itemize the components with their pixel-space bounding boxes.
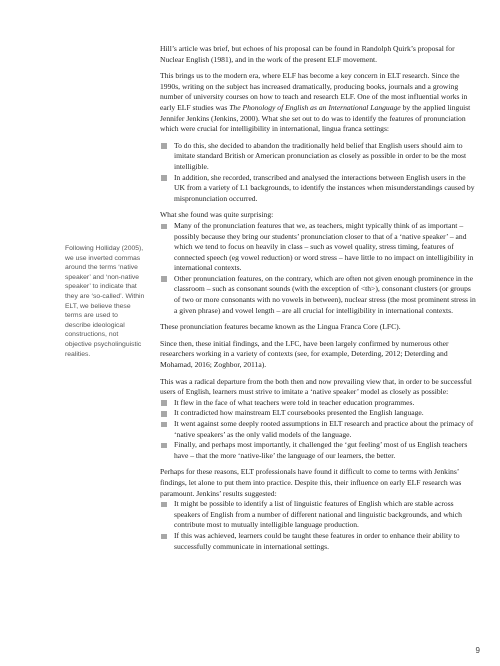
list-item-text: If this was achieved, learners could be taught these features in order to enhance their ability to successfully communicate in international settings.: [174, 530, 460, 551]
list-item-text: Finally, and perhaps most importantly, it challenged the ‘gut feeling’ most of us English teachers have – that the more ‘native-like’ the language of our learners, the better.: [174, 440, 468, 460]
bullet-list-2: [160, 221, 476, 316]
paragraph-1: Hill’s article was brief, but echoes of his proposal can be found in Randolph Quirk’s proposal for Nuclear English (1981), and in the work of the present ELF movement.: [160, 44, 455, 64]
list-item: [160, 419, 476, 440]
square-bullet-icon: [161, 534, 167, 540]
square-bullet-icon: [161, 443, 167, 449]
list-item: [160, 274, 476, 316]
list-item-text: It went against some deeply rooted assumptions in ELT research and practice about the primacy of ‘native speakers’ as the only valid models of the language.: [174, 419, 474, 439]
list-item: [160, 398, 476, 409]
paragraph-5: Since then, these initial findings, and the LFC, have been largely confirmed by numerous other researchers working in a variety of contexts (see, for example, Deterding, 2012; Deterding and Mohamad, 2016; Zoghbor, 2011a).: [160, 338, 449, 370]
list-item: [160, 531, 476, 552]
list-item-text: In addition, she recorded, transcribed and analysed the interactions between English users in the UK from a variety of L1 backgrounds, to identify the instances when misunderstandings caused by mispronunciation occurred.: [174, 172, 475, 203]
list-item: [160, 173, 476, 205]
page-number: 9: [475, 646, 480, 655]
square-bullet-icon: [161, 422, 167, 428]
list-item-text: It might be possible to identify a list of linguistic features of English which are stable across speakers of English from a number of different national and linguistic backgrounds, and which contribute most to mutually intelligible language production.: [174, 499, 462, 530]
list-item-text: Other pronunciation features, on the contrary, which are often not given enough prominence in the classroom – such as consonant sounds (with the exception of <th>), consonant clusters (or groups of two or more consonants with no vowels in between), nuclear stress (the most prominent stress in a given phrase) and vowel length – are all crucial for intelligibility in international contexts.: [174, 273, 476, 315]
square-bullet-icon: [161, 224, 167, 230]
square-bullet-icon: [161, 276, 167, 282]
bullet-list-3: [160, 398, 476, 462]
square-bullet-icon: [161, 143, 167, 149]
list-item-text: To do this, she decided to abandon the traditionally held belief that English users should aim to imitate standard British or American pronunciation as closely as possible in order to be the most intelligible.: [174, 140, 467, 171]
list-item: [160, 408, 476, 419]
list-item: [160, 141, 476, 173]
sidenote: Following Holliday (2005), we use inverted commas around the terms ‘native speaker’ and ‘non-native speaker’ to indicate that they are ‘so-called’. Within ELT, we believe these terms are used to describe ideological constructions, not objective psycholinguistic realities.: [65, 245, 145, 358]
list-item: [160, 440, 476, 461]
square-bullet-icon: [161, 502, 167, 508]
square-bullet-icon: [161, 175, 167, 181]
main-column: [160, 44, 476, 558]
square-bullet-icon: [161, 411, 167, 417]
paragraph-2-text-a: This brings us to the modern era, where ELF has become a key concern in ELT research. Since the 1990s, writing on the subject has increased dramatically, producing books, journals and a growing number of university courses on how to teach and research ELF. One of the most influential works in early ELF studies was: [160, 71, 468, 112]
book-title: The Phonology of English as an International Language: [229, 102, 401, 112]
paragraph-6: This was a radical departure from the both then and now prevailing view that, in order to be successful users of English, learners must strive to imitate a ‘native speaker’ model as closely as possible:: [160, 376, 472, 397]
paragraph-3: What she found was quite surprising:: [160, 210, 274, 220]
list-item-text: Many of the pronunciation features that we, as teachers, might typically think of as important – possibly because they bring our students’ pronunciation closer to that of a ‘native speaker’ – and which we tend to focus on heavily in class – such as vowel quality, stress timing, features of connected speech (eg vowel reduction) or word stress – have little to no impact on intelligibility in international contexts.: [174, 220, 474, 273]
bullet-list-4: [160, 499, 476, 552]
paragraph-7: Perhaps for these reasons, ELT professionals have found it difficult to come to terms with Jenkins’ findings, let alone to put them into practice. Despite this, their influence on early ELF research was paramount. Jenkins’ results suggested:: [160, 467, 462, 498]
list-item-text: It flew in the face of what teachers were told in teacher education programmes.: [174, 397, 415, 407]
bullet-list-1: [160, 141, 476, 205]
list-item-text: It contradicted how mainstream ELT coursebooks presented the English language.: [174, 408, 424, 418]
list-item: [160, 499, 476, 531]
paragraph-2: [160, 71, 476, 135]
list-item: [160, 221, 476, 274]
square-bullet-icon: [161, 400, 167, 406]
paragraph-2-text-b: by the applied linguist Jennifer Jenkins (Jenkins, 2000). What she set out to do was to identify the features of pronunciation which were crucial for intelligibility in international, lingua franca settings:: [160, 102, 471, 134]
paragraph-4: These pronunciation features became known as the Lingua Franca Core (LFC).: [160, 322, 401, 332]
